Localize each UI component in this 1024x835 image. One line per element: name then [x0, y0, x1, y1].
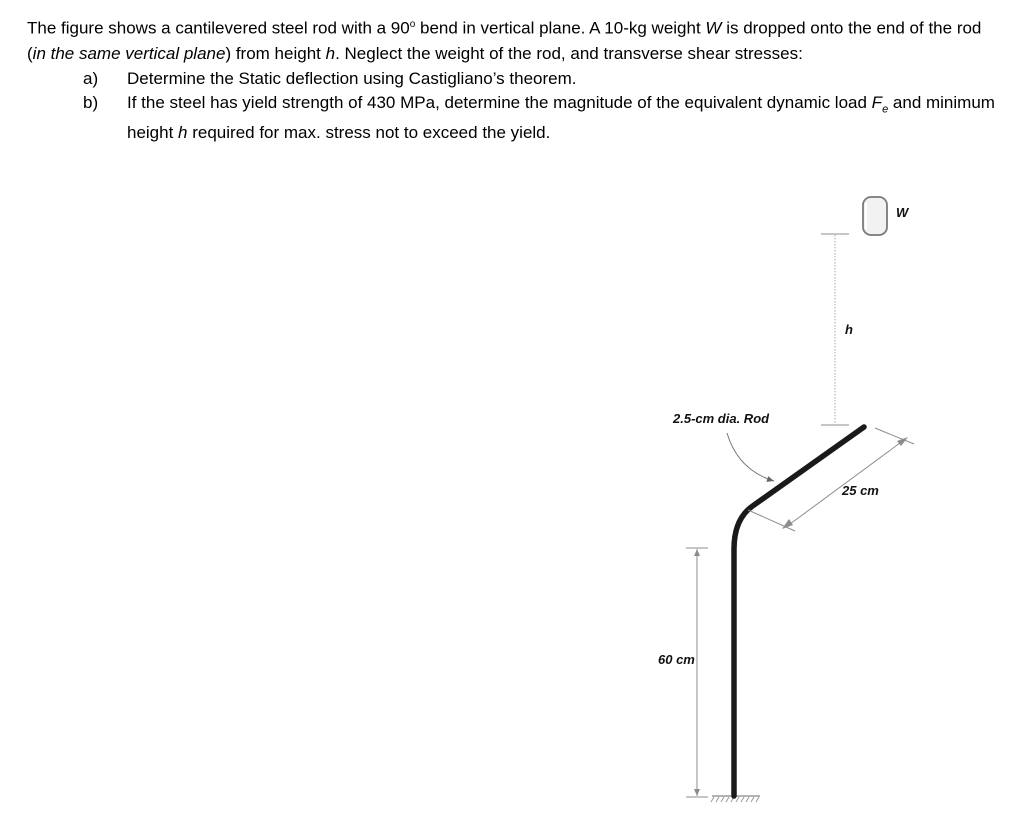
part-text-segment: and minimum height — [127, 92, 995, 143]
height-label: h — [845, 322, 853, 337]
intro-text: ) from height — [225, 43, 326, 63]
inclined-dimension — [748, 428, 914, 531]
rod-diameter-label: 2.5-cm dia. Rod — [673, 411, 770, 426]
part-marker: b) — [83, 92, 99, 112]
height-symbol: h — [178, 123, 188, 143]
length-vertical-label: 60 cm — [658, 652, 695, 667]
part-marker: a) — [83, 68, 99, 88]
intro-text: bend in vertical plane. A 10-kg weight — [415, 18, 706, 38]
weight-label: W — [896, 205, 909, 220]
length-horizontal-label: 25 cm — [842, 483, 879, 498]
part-text-segment: If the steel has yield strength of 430 MPa, determine the magnitude of the equivalent dynamic load — [127, 92, 872, 112]
rod-leader-arrow — [727, 433, 774, 481]
degree-symbol: o — [409, 19, 416, 30]
weight-symbol: W — [705, 18, 722, 38]
intro-text: . Neglect the weight of the rod, and transverse shear stresses: — [335, 43, 803, 63]
height-symbol: h — [325, 43, 336, 63]
intro-text: is dropped onto the end of the rod ( — [27, 18, 982, 63]
plane-emphasis: in the same vertical plane — [32, 43, 226, 63]
part-text: Determine the Static deflection using Castigliano’s theorem. — [127, 68, 577, 88]
fe-symbol: F — [871, 92, 883, 112]
part-text-segment: required for max. stress not to exceed the yield. — [187, 123, 551, 143]
vertical-dimension — [686, 548, 708, 797]
intro-text: The figure shows a cantilevered steel rod with a 90 — [27, 18, 410, 38]
fe-subscript-text: e — [882, 103, 889, 116]
